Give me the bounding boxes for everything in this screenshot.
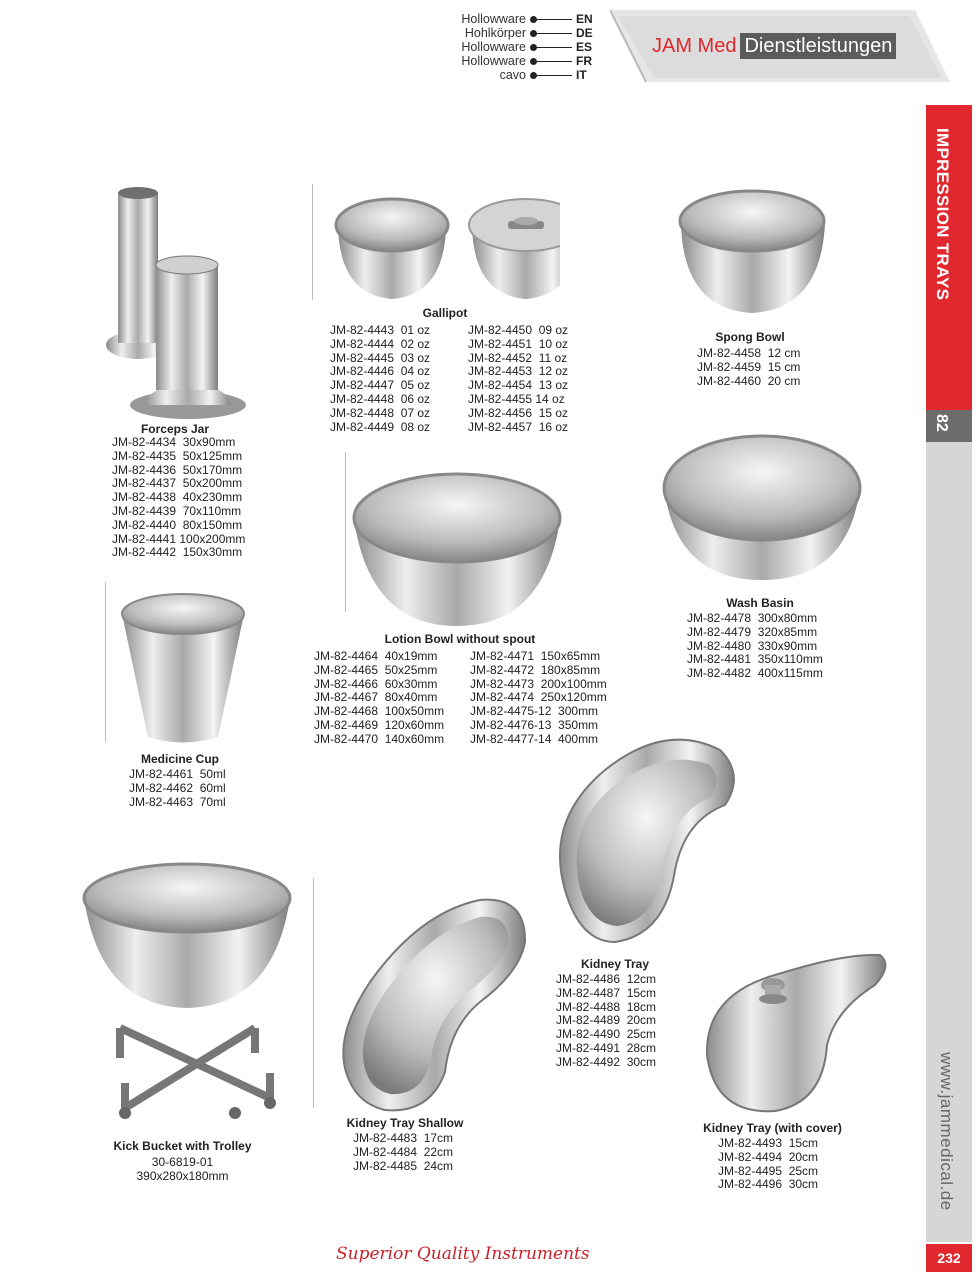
product-codes: JM-82-4461 50ml JM-82-4462 60ml JM-82-4463 70ml (129, 767, 226, 809)
wash-basin-image (660, 432, 865, 584)
divider (105, 582, 106, 742)
product-title: Kick Bucket with Trolley (113, 1139, 252, 1153)
language-row (420, 40, 600, 54)
brand-logo (652, 33, 896, 59)
product-title: Medicine Cup (140, 752, 219, 766)
brand-name: JAM Med (652, 34, 737, 57)
forceps-jar-image (100, 185, 250, 420)
kidney-tray-cover-image (695, 935, 895, 1120)
divider (313, 878, 314, 1108)
kick-bucket-image (80, 858, 295, 1128)
language-code: ES (576, 40, 593, 54)
product-codes: JM-82-4443 01 oz JM-82-4444 02 oz JM-82-4445 03 oz JM-82-4446 04 oz JM-82-4447 05 oz JM-82-4448 06 oz JM-82-4448 07 oz JM-82-4449 08 oz (330, 323, 431, 434)
product-codes: 30-6819-01 390x280x180mm (136, 1155, 229, 1183)
language-list (420, 12, 600, 82)
page-number: 232 (926, 1244, 972, 1272)
section-number: 82 (933, 414, 950, 432)
product-title: Kidney Tray Shallow (346, 1116, 464, 1130)
product-title: Spong Bowl (715, 330, 785, 344)
divider (312, 184, 313, 300)
medicine-cup-image (118, 592, 248, 747)
bullet-line-icon (530, 54, 572, 68)
product-codes: JM-82-4493 15cm JM-82-4494 20cm JM-82-4495 25cm JM-82-4496 30cm (718, 1136, 819, 1192)
product-title: Wash Basin (726, 596, 794, 610)
language-code: FR (576, 54, 592, 68)
language-name: Hollowware (461, 12, 526, 26)
product-title: Lotion Bowl without spout (384, 632, 536, 646)
tagline: Superior Quality Instruments (336, 1244, 590, 1264)
product-codes: JM-82-4471 150x65mm JM-82-4472 180x85mm JM-82-4473 200x100mm JM-82-4474 250x120mm JM-82-4475-12 300mm JM-82-4476-13 350mm JM-82-4477-14 400mm (470, 649, 607, 746)
product-codes: JM-82-4464 40x19mm JM-82-4465 50x25mm JM-82-4466 60x30mm JM-82-4467 80x40mm JM-82-4468 100x50mm JM-82-4469 120x60mm JM-82-4470 140x60mm (314, 649, 445, 746)
product-title: Kidney Tray (580, 957, 650, 971)
product-codes: JM-82-4483 17cm JM-82-4484 22cm JM-82-4485 24cm (353, 1131, 454, 1173)
language-name: Hollowware (461, 40, 526, 54)
language-code: IT (576, 68, 587, 82)
bullet-line-icon (530, 12, 572, 26)
language-name: Hollowware (461, 54, 526, 68)
bullet-line-icon (530, 68, 572, 82)
language-row (420, 54, 600, 68)
product-codes: JM-82-4450 09 oz JM-82-4451 10 oz JM-82-4452 11 oz JM-82-4453 12 oz JM-82-4454 13 oz JM-82-4455 14 oz JM-82-4456 15 oz JM-82-4457 16 oz (468, 323, 569, 434)
product-title: Forceps Jar (140, 422, 210, 436)
kidney-tray-image (545, 730, 745, 955)
language-row (420, 12, 600, 26)
website-url: www.jammedical.de (937, 1052, 956, 1211)
product-title: Kidney Tray (with cover) (703, 1121, 842, 1135)
gallipot-image (330, 195, 560, 305)
divider (345, 452, 346, 612)
product-codes: JM-82-4458 12 cm JM-82-4459 15 cm JM-82-4460 20 cm (697, 346, 801, 388)
language-code: DE (576, 26, 593, 40)
brand-subtitle: Dienstleistungen (740, 33, 896, 59)
bullet-line-icon (530, 26, 572, 40)
language-row (420, 26, 600, 40)
product-codes: JM-82-4434 30x90mm JM-82-4435 50x125mm JM-82-4436 50x170mm JM-82-4437 50x200mm JM-82-4438 40x230mm JM-82-4439 70x110mm JM-82-4440 80x150mm JM-82-4441 100x200mm JM-82-4442 150x30mm (112, 435, 246, 560)
kidney-tray-shallow-image (330, 892, 530, 1114)
language-name: Hohlkörper (464, 26, 526, 40)
language-name: cavo (499, 68, 526, 82)
product-codes: JM-82-4486 12cm JM-82-4487 15cm JM-82-4488 18cm JM-82-4489 20cm JM-82-4490 25cm JM-82-4491 28cm JM-82-4492 30cm (556, 972, 657, 1069)
spong-bowl-image (675, 185, 830, 320)
product-title: Gallipot (422, 306, 468, 320)
lotion-bowl-image (350, 470, 565, 630)
bullet-line-icon (530, 40, 572, 54)
language-code: EN (576, 12, 593, 26)
product-codes: JM-82-4478 300x80mm JM-82-4479 320x85mm JM-82-4480 330x90mm JM-82-4481 350x110mm JM-82-4482 400x115mm (687, 611, 823, 681)
language-row (420, 68, 600, 82)
section-title: IMPRESSION TRAYS (933, 128, 952, 301)
